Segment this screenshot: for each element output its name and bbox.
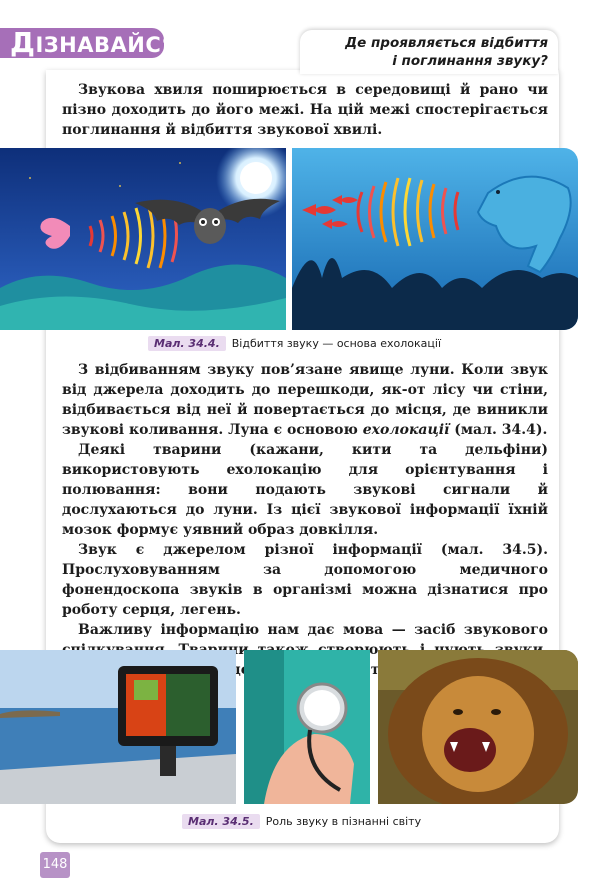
paragraph-animals: Деякі тварини (кажани, кити та дельфіни) використовують ехолокацію для орієнтування і полювання: вони подають звукові сигнали й дослухаються до луни. Із цієї звукової інформації їхній мозок формує уявний образ довкілля. [62,442,548,538]
bat-echolocation-image [0,148,286,330]
section-question [300,30,558,74]
sonar-boat-image [0,650,236,804]
figure-34-4-caption-text: Відбиття звуку — основа ехолокації [231,337,441,350]
intro-paragraph [62,80,548,140]
intro-text: Звукова хвиля поширюється в середовищі й рано чи пізно доходить до його межі. На цій межі спостерігається поглинання й відбиття звукової хвилі. [62,82,548,138]
dolphin-echolocation-image [292,148,578,330]
paragraph-echo [62,360,548,440]
p1-start: З відбиванням звуку пов’язане явище луни. Коли звук від джерела доходить до перешкоди, як-от лісу чи стіни, відбивається від неї й повертається до місця, де виникли звукові коливання. Луна є основою [62,362,548,438]
lion-roaring-image [378,650,578,804]
figure-34-4-label: Мал. 34.4. [148,336,226,351]
section-badge [0,26,178,59]
badge-text: ІЗНАВАЙСЯ [35,33,178,57]
badge-initial: Д [10,26,36,59]
stethoscope-image [244,650,370,804]
figure-34-5-caption [182,814,421,829]
p1-end: (мал. 34.4). [449,422,548,438]
body-text [62,360,548,700]
question-line-1: Де проявляється відбиття [345,35,548,51]
question-line-2: і поглинання звуку? [392,53,548,69]
paragraph-information: Звук є джерелом різної інформації (мал. 34.5). Прослуховуванням за допомогою медичного фонендоскопа звуків в організмі можна дізнатися про роботу серця, легень. [62,542,548,618]
figure-34-5-label: Мал. 34.5. [182,814,260,829]
figure-34-5-caption-text: Роль звуку в пізнанні світу [265,815,422,828]
paragraph-speech: Важливу інформацію нам дає мова — засіб звукового це [78,622,548,678]
page-number: 148 [40,852,70,878]
term-echolocation: ехолокації [362,422,450,438]
figure-34-4-caption [148,336,441,351]
